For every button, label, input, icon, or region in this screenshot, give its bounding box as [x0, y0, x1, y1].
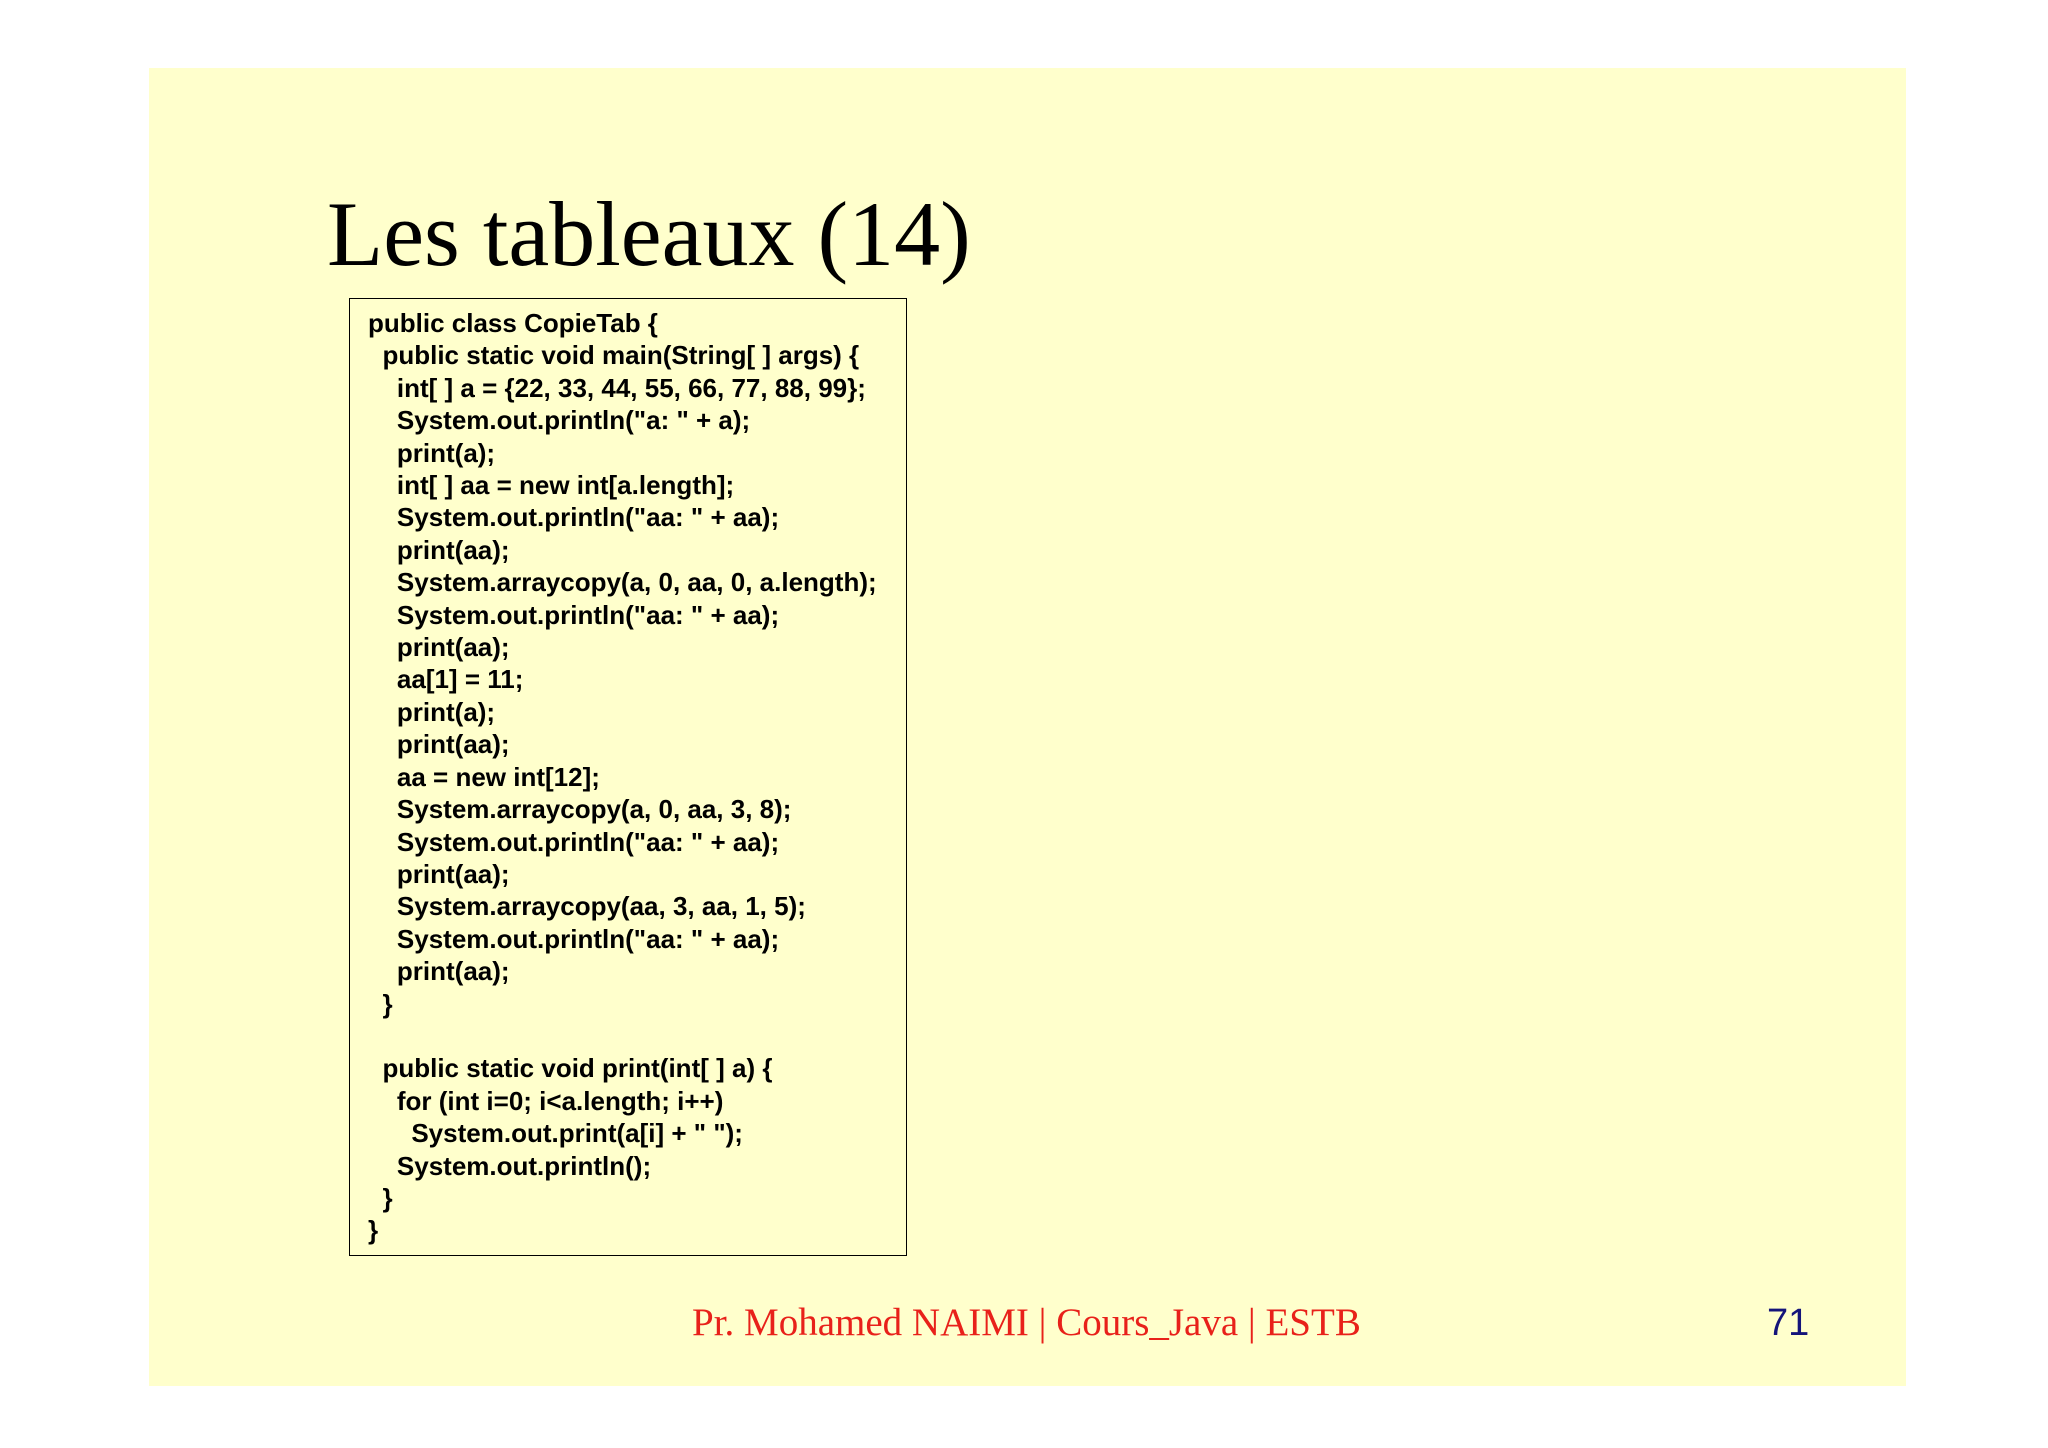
slide-title: Les tableaux (14)	[327, 183, 971, 285]
slide-footer: Pr. Mohamed NAIMI | Cours_Java | ESTB	[692, 1301, 1361, 1344]
slide	[149, 68, 1906, 1386]
page-number: 71	[1767, 1302, 1810, 1344]
code-box	[349, 298, 907, 1256]
code-listing: public class CopieTab { public static void main(String[ ] args) { int[ ] a = {22, 33, 44, 55, 66, 77, 88, 99}; System.out.println("a: " + a); print(a); int[ ] aa = new int[a.length]; System.out.println("aa: " + aa); print(aa); System.arraycopy(a, 0, aa, 0, a.length); System.out.println("aa: " + aa); print(aa); aa[1] = 11; print(a); print(aa); aa = new int[12]; System.arraycopy(a, 0, aa, 3, 8); System.out.println("aa: " + aa); print(aa); System.arraycopy(aa, 3, aa, 1, 5); System.out.println("aa: " + aa); print(aa); } public static void print(int[ ] a) { for (int i=0; i<a.length; i++) System.out.print(a[i] + " "); System.out.println(); } }	[368, 308, 877, 1246]
